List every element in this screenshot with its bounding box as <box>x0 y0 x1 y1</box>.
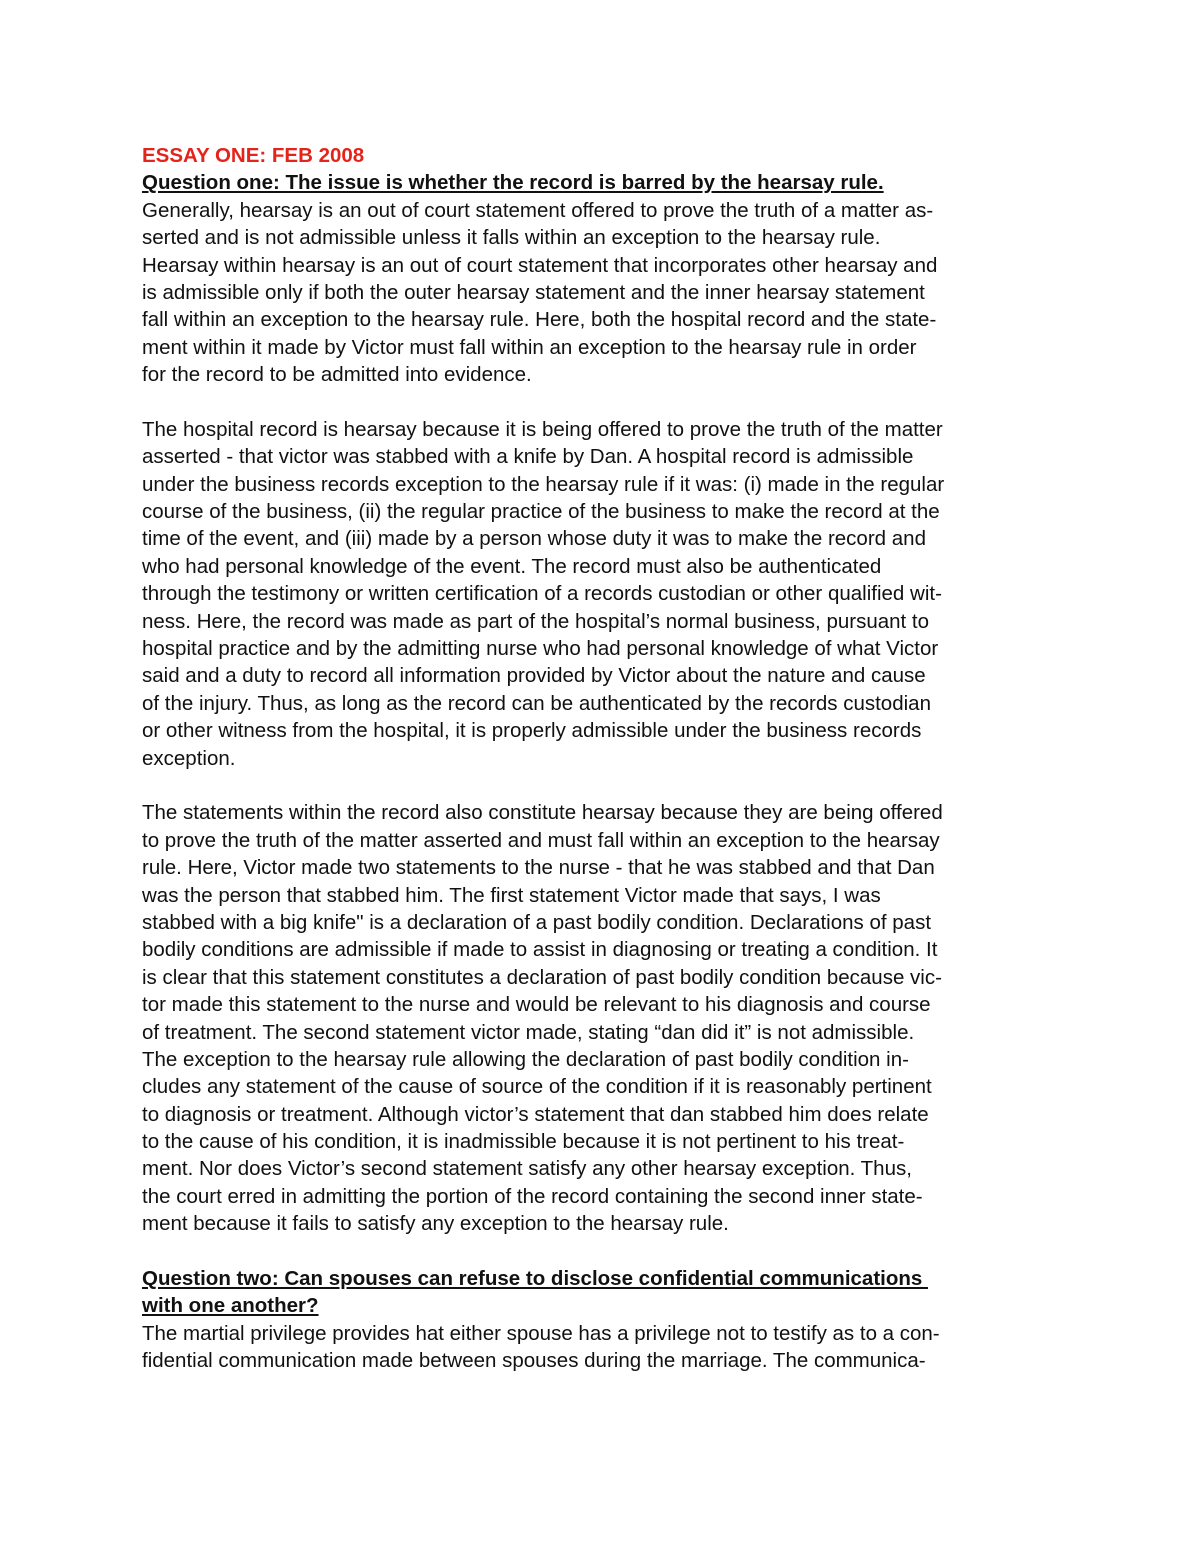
question-one-heading: Question one: The issue is whether the record is barred by the hearsay rule. <box>142 171 884 195</box>
paragraph-spacer <box>142 772 1062 799</box>
paragraph-line: asserted - that victor was stabbed with a knife by Dan. A hospital record is admissible <box>142 445 914 469</box>
paragraph-line: ness. Here, the record was made as part of the hospital’s normal business, pursuant to <box>142 609 930 633</box>
paragraph-line: tor made this statement to the nurse and would be relevant to his diagnosis and course <box>142 993 931 1017</box>
paragraph-line: The martial privilege provides hat either spouse has a privilege not to testify as to a con- <box>142 1321 940 1345</box>
paragraph-line: course of the business, (ii) the regular practice of the business to make the record at the <box>142 500 940 524</box>
paragraph-line: ment within it made by Victor must fall within an exception to the hearsay rule in order <box>142 335 917 359</box>
paragraph-line: exception. <box>142 746 236 770</box>
paragraph-line: The statements within the record also constitute hearsay because they are being offered <box>142 801 943 825</box>
paragraph-line: ment because it fails to satisfy any exception to the hearsay rule. <box>142 1212 729 1236</box>
paragraph-line: said and a duty to record all information provided by Victor about the nature and cause <box>142 664 926 688</box>
paragraph-line: under the business records exception to the hearsay rule if it was: (i) made in the regular <box>142 472 945 496</box>
paragraph-line: ment. Nor does Victor’s second statement satisfy any other hearsay exception. Thus, <box>142 1157 912 1181</box>
paragraph-spacer <box>142 389 1062 416</box>
paragraph-line: Generally, hearsay is an out of court statement offered to prove the truth of a matter as- <box>142 198 934 222</box>
paragraph-line: to the cause of his condition, it is inadmissible because it is not pertinent to his treat- <box>142 1130 905 1154</box>
paragraph-line: or other witness from the hospital, it is properly admissible under the business records <box>142 719 922 743</box>
paragraph-line: cludes any statement of the cause of source of the condition if it is reasonably pertinent <box>142 1075 932 1099</box>
paragraph-hearsay-definition <box>142 197 1062 389</box>
paragraph-line: was the person that stabbed him. The first statement Victor made that says, I was <box>142 883 881 907</box>
paragraph-line: to diagnosis or treatment. Although victor’s statement that dan stabbed him does relate <box>142 1102 929 1126</box>
paragraph-line: Hearsay within hearsay is an out of court statement that incorporates other hearsay and <box>142 253 938 277</box>
paragraph-line: time of the event, and (iii) made by a person whose duty it was to make the record and <box>142 527 926 551</box>
paragraph-business-records <box>142 416 1062 772</box>
paragraph-line: to prove the truth of the matter asserted and must fall within an exception to the hearsay <box>142 828 940 852</box>
heading-line: with one another? <box>142 1294 319 1318</box>
essay-title: ESSAY ONE: FEB 2008 <box>142 144 365 167</box>
paragraph-line: who had personal knowledge of the event. The record must also be authenticated <box>142 554 882 578</box>
question-two-heading <box>142 1265 1062 1320</box>
heading-line: Question two: Can spouses can refuse to disclose confidential communications <box>142 1267 928 1291</box>
paragraph-spacer <box>142 1238 1062 1265</box>
paragraph-line: The hospital record is hearsay because it is being offered to prove the truth of the matter <box>142 417 943 441</box>
paragraph-line: is clear that this statement constitutes a declaration of past bodily condition because vic- <box>142 965 942 989</box>
paragraph-line: fall within an exception to the hearsay rule. Here, both the hospital record and the state- <box>142 308 937 332</box>
paragraph-line: hospital practice and by the admitting nurse who had personal knowledge of what Victor <box>142 637 939 661</box>
paragraph-marital-privilege <box>142 1320 1062 1375</box>
paragraph-line: is admissible only if both the outer hearsay statement and the inner hearsay statement <box>142 280 925 304</box>
paragraph-line: The exception to the hearsay rule allowing the declaration of past bodily condition in- <box>142 1047 909 1071</box>
paragraph-line: rule. Here, Victor made two statements to the nurse - that he was stabbed and that Dan <box>142 856 935 880</box>
paragraph-line: of the injury. Thus, as long as the record can be authenticated by the records custodian <box>142 691 931 715</box>
paragraph-line: through the testimony or written certification of a records custodian or other qualified wit- <box>142 582 942 606</box>
paragraph-line: stabbed with a big knife" is a declaration of a past bodily condition. Declarations of past <box>142 910 932 934</box>
paragraph-line: fidential communication made between spouses during the marriage. The communica- <box>142 1349 926 1373</box>
paragraph-line: bodily conditions are admissible if made to assist in diagnosing or treating a condition. It <box>142 938 938 962</box>
paragraph-line: of treatment. The second statement victor made, stating “dan did it” is not admissible. <box>142 1020 915 1044</box>
essay-body <box>142 142 1062 1375</box>
paragraph-line: the court erred in admitting the portion of the record containing the second inner state- <box>142 1184 923 1208</box>
paragraph-line: serted and is not admissible unless it falls within an exception to the hearsay rule. <box>142 226 881 250</box>
paragraph-inner-statements <box>142 799 1062 1237</box>
paragraph-line: for the record to be admitted into evidence. <box>142 363 532 387</box>
